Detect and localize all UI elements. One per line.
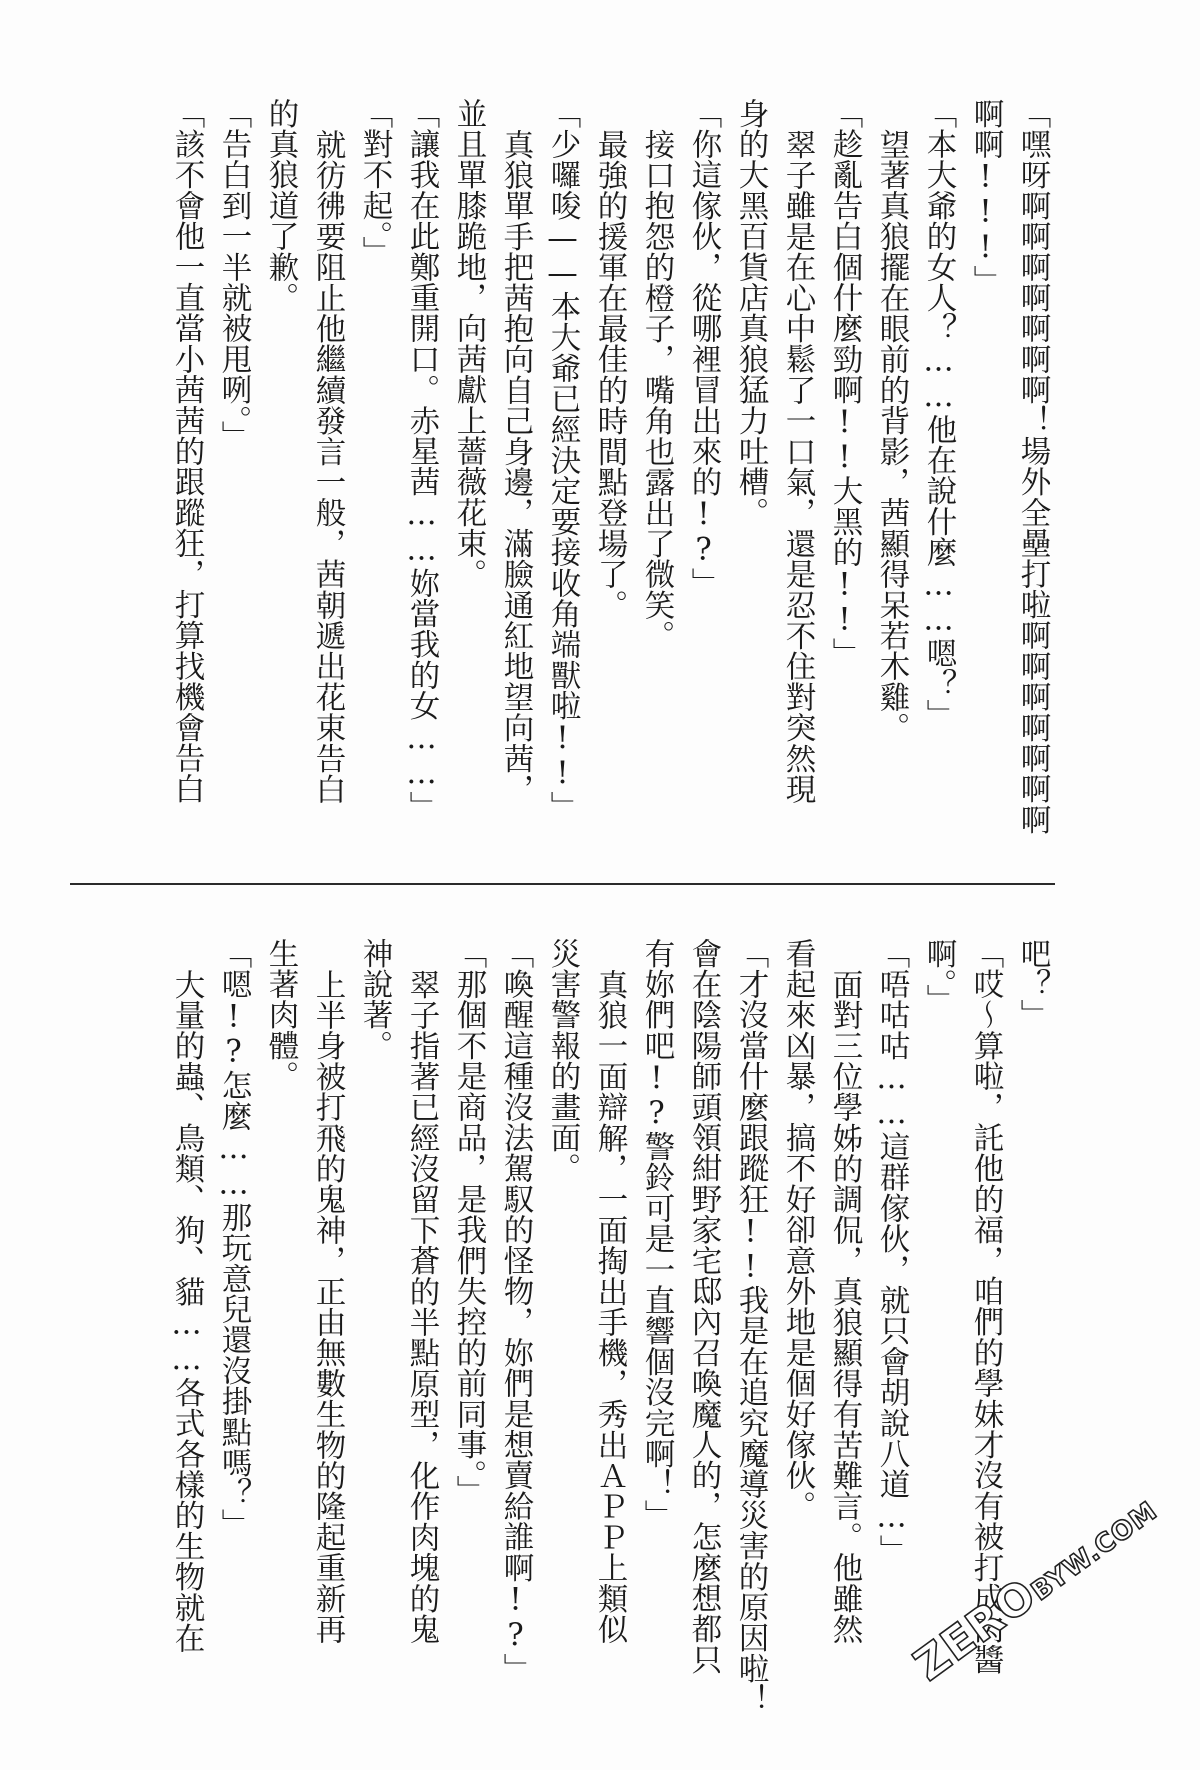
text-column: 最強的援軍在最佳的時間點登場了。: [592, 129, 627, 621]
watermark-big-text: ZERO: [905, 1569, 1047, 1691]
text-column: 災害警報的畫面。: [545, 938, 580, 1184]
text-column: 「本大爺的女人？……他在說什麼……嗯？」: [921, 98, 956, 730]
text-column: 並且單膝跪地，向茜獻上薔薇花束。: [451, 98, 486, 590]
text-column: 啊。」: [921, 938, 956, 1015]
text-column: 「該不會他一直當小茜茜的跟蹤狂，打算找機會告白: [169, 98, 204, 805]
text-column: 「你這傢伙，從哪裡冒出來的!?」: [686, 98, 721, 599]
text-column: 上半身被打飛的鬼神，正由無數生物的隆起重新再: [310, 969, 345, 1645]
text-column: 「哎～算啦，託他的福，咱們的學妹才沒有被打成肉醬: [968, 938, 1003, 1675]
text-column: 「對不起。」: [357, 98, 392, 267]
text-column: 「讓我在此鄭重開口。赤星茜……妳當我的女……」: [404, 98, 439, 823]
text-column: 翠子指著已經沒留下蒼的半點原型，化作肉塊的鬼: [404, 969, 439, 1645]
text-column: 望著真狼擺在眼前的背影，茜顯得呆若木雞。: [874, 129, 909, 743]
text-column: 「才沒當什麼跟蹤狂!!我是在追究魔導災害的原因啦！: [733, 938, 768, 1715]
text-column: 「嗯!?怎麼……那玩意兒還沒掛點嗎？」: [216, 938, 251, 1540]
text-column: 身的大黑百貨店真狼猛力吐槽。: [733, 98, 768, 528]
text-column: 「喚醒這種沒法駕馭的怪物，妳們是想賣給誰啊!?」: [498, 938, 533, 1684]
text-column: 「趁亂告白個什麼勁啊!!大黑的!!」: [827, 98, 862, 669]
text-column: 「告白到一半就被甩咧。」: [216, 98, 251, 452]
text-column: 啊啊!!!」: [968, 98, 1003, 296]
text-column: 真狼單手把茜抱向自己身邊，滿臉通紅地望向茜，: [498, 129, 533, 805]
text-column: 「嘿呀啊啊啊啊啊啊啊！場外全壘打啦啊啊啊啊啊啊啊: [1015, 98, 1050, 835]
top-text-block: [0, 98, 1200, 858]
text-column: 看起來凶暴，搞不好卻意外地是個好傢伙。: [780, 938, 815, 1522]
text-column: 接口抱怨的橙子，嘴角也露出了微笑。: [639, 129, 674, 651]
text-column: 真狼一面辯解，一面掏出手機，秀出ＡＰＰ上類似: [592, 969, 627, 1645]
text-column: 神說著。: [357, 938, 392, 1061]
text-column: 「唔咕咕……這群傢伙，就只會胡說八道…」: [874, 938, 909, 1566]
text-column: 就彷彿要阻止他繼續發言一般，茜朝遞出花束告白: [310, 129, 345, 805]
text-column: 的真狼道了歉。: [263, 98, 298, 313]
text-column: 「那個不是商品，是我們失控的前同事。」: [451, 938, 486, 1507]
watermark-small-text: BYW.COM: [1026, 1495, 1164, 1608]
text-column: 有妳們吧!?警鈴可是一直響個沒完啊！」: [639, 938, 674, 1531]
text-column: 生著肉體。: [263, 938, 298, 1092]
text-column: 「少囉唆——本大爺已經決定要接收角端獸啦!!」: [545, 98, 580, 823]
text-column: 翠子雖是在心中鬆了一口氣，還是忍不住對突然現: [780, 129, 815, 805]
text-column: 吧？」: [1015, 938, 1050, 1031]
text-column: 會在陰陽師頭領紺野家宅邸內召喚魔人的，怎麼想都只: [686, 938, 721, 1675]
section-divider: [70, 883, 1055, 885]
text-column: 面對三位學姊的調侃，真狼顯得有苦難言。他雖然: [827, 969, 862, 1645]
text-column: 大量的蟲、鳥類、狗、貓……各式各樣的生物就在: [169, 969, 204, 1654]
